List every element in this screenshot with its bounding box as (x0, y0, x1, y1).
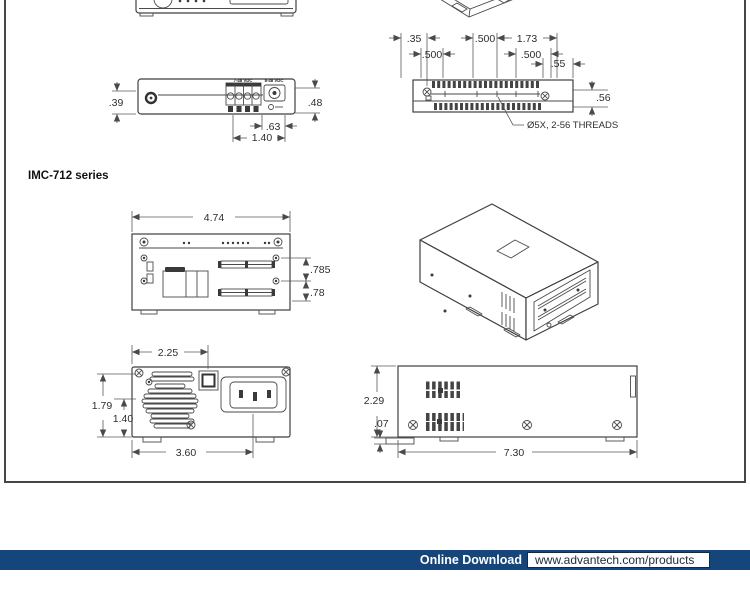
dim-140a: 1.40 (251, 132, 273, 144)
jack-voltage-label: 8-48 VDC (264, 78, 284, 83)
dim-63: .63 (265, 121, 281, 133)
side-view-712-drawing (364, 366, 637, 459)
front-view-cropped-drawing (136, 0, 296, 16)
dim-225: 2.25 (157, 347, 179, 359)
dim-179: 1.79 (91, 400, 113, 412)
dim-78: .78 (310, 287, 325, 299)
dim-360: 3.60 (175, 447, 197, 459)
dim-730: 7.30 (503, 447, 525, 459)
series-heading: IMC-712 series (28, 170, 109, 182)
dim-39: .39 (108, 97, 124, 109)
dim-55: .55 (550, 58, 566, 70)
dim-785: .785 (310, 264, 331, 276)
dim-500-top: .500 (474, 33, 496, 45)
dim-500-left: .500 (421, 49, 443, 61)
isometric-view-712-drawing (420, 204, 598, 340)
isometric-view-cropped-drawing (432, 0, 534, 17)
rear-view-712-drawing (92, 345, 290, 459)
rear-view-711-drawing (109, 78, 323, 144)
dim-173: 1.73 (516, 33, 538, 45)
dim-07: .07 (374, 418, 389, 430)
download-url: www.advantech.com/products (527, 552, 710, 568)
top-view-712-drawing (132, 211, 331, 314)
online-download-label: Online Download (419, 553, 522, 567)
bottom-view-711-drawing (389, 33, 618, 131)
terminal-voltage-label: 7-48 VDC (233, 78, 253, 83)
thread-callout: Ø5X, 2-56 THREADS (527, 120, 619, 131)
footer-bar (0, 550, 750, 570)
bottom-flange (386, 438, 414, 444)
dim-56: .56 (596, 92, 611, 104)
dim-500-right: .500 (520, 49, 542, 61)
dim-35: .35 (406, 33, 422, 45)
dim-229: 2.29 (363, 395, 385, 407)
dim-474: 4.74 (203, 212, 225, 224)
dim-140b: 1.40 (112, 413, 134, 425)
dim-48: .48 (307, 97, 323, 109)
